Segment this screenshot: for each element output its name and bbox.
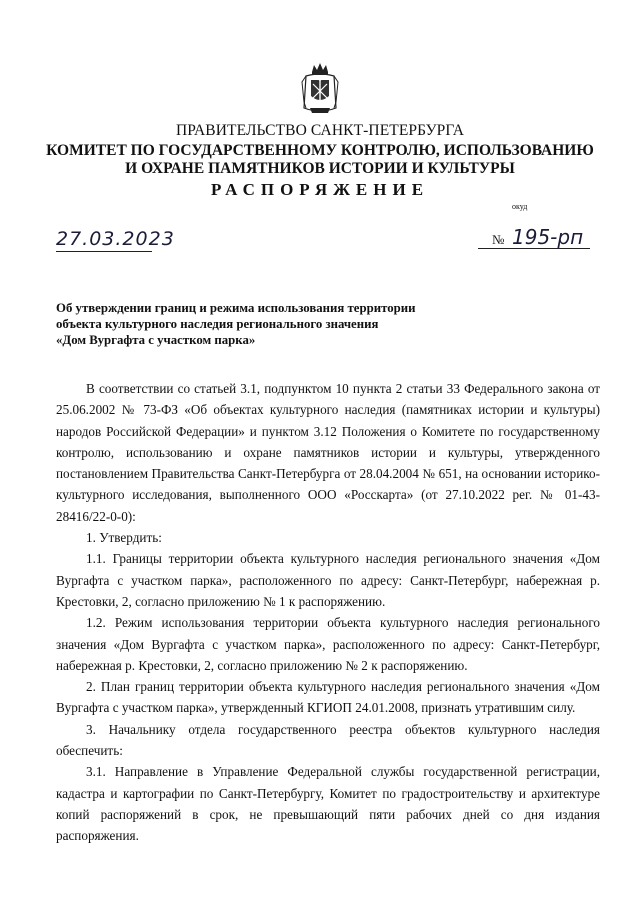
document-title — [56, 300, 415, 348]
clause-1-1: 1.1. Границы территории объекта культурного наследия регионального значения «Дом Вургафта с участком парка», расположенного по адресу: Санкт-Петербург, набережная р. Крестовки, 2, согласно приложению № 1 к распоряжению. — [56, 551, 600, 609]
clause-3: 3. Начальнику отдела государственного реестра объектов культурного наследия обеспечить: — [56, 721, 600, 759]
clause-3-1: 3.1. Направление в Управление Федеральной службы государственной регистрации, кадастра и картографии по Санкт-Петербургу, Комитет по градостроительству и архитектуре копий распоряжений в срок, не превышающий пяти рабочих дней со дня издания распоряжения. — [56, 764, 600, 844]
title-line: объекта культурного наследия регионального значения — [56, 317, 379, 331]
title-line: «Дом Вургафта с участком парка» — [56, 333, 256, 347]
committee-name-line2: И ОХРАНЕ ПАМЯТНИКОВ ИСТОРИИ И КУЛЬТУРЫ — [125, 160, 515, 177]
title-line: Об утверждении границ и режима использования территории — [56, 301, 416, 315]
committee-name-line1: КОМИТЕТ ПО ГОСУДАРСТВЕННОМУ КОНТРОЛЮ, ИСПОЛЬЗОВАНИЮ — [46, 142, 594, 159]
okud-label: окуд — [512, 202, 528, 211]
preamble-paragraph: В соответствии со статьей 3.1, подпунктом 10 пункта 2 статьи 33 Федерального закона от 25.06.2002 № 73-ФЗ «Об объектах культурного наследия (памятниках истории и культуры) народов Российской Федерации» и пунктом 3.12 Положения о Комитете по государственному контролю, использованию и охране памятников истории и культуры, утвержденного постановлением Правительства Санкт-Петербурга от 28.04.2004 № 651, на основании историко-культурного исследования, выполненного ООО «Росскарта» (от 27.10.2022 рег. № 01-43-28416/22-0-0): — [56, 381, 600, 524]
document-number — [478, 226, 590, 249]
clause-1-2: 1.2. Режим использования территории объекта культурного наследия регионального значения «Дом Вургафта с участком парка», расположенного по адресу: Санкт-Петербург, набережная р. Крестовки, 2, согласно приложению № 2 к распоряжению. — [56, 615, 600, 673]
government-name: ПРАВИТЕЛЬСТВО САНКТ-ПЕТЕРБУРГА — [175, 122, 465, 139]
clause-1: 1. Утвердить: — [86, 530, 162, 546]
document-type: РАСПОРЯЖЕНИЕ — [210, 180, 430, 199]
clause-2: 2. План границ территории объекта культурного наследия регионального значения «Дом Вургафта с участком парка», утвержденный КГИОП 24.01.2008, признать утратившим силу. — [56, 679, 600, 716]
number-sign: № — [492, 232, 505, 247]
coat-of-arms-icon — [300, 62, 340, 116]
number-value: 195-рп — [512, 225, 584, 249]
document-body — [56, 378, 600, 847]
document-date: 27.03.2023 — [56, 228, 175, 250]
